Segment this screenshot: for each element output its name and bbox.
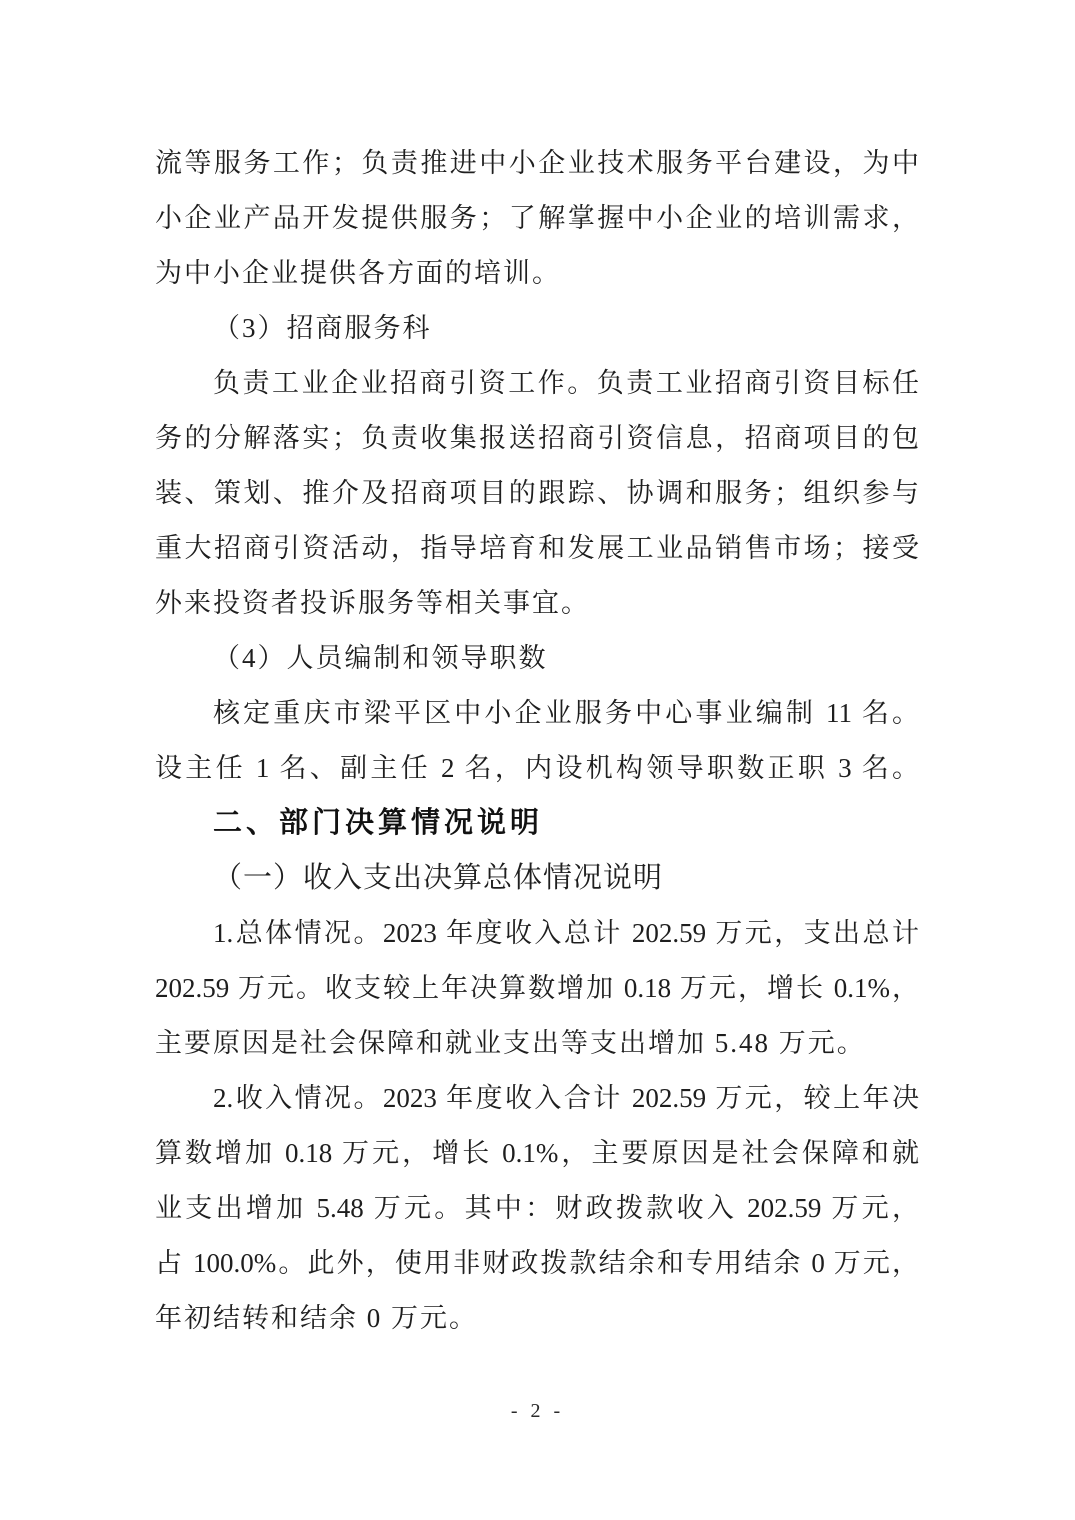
text-line: 设主任 1 名、副主任 2 名，内设机构领导职数正职 3 名。 (155, 753, 919, 783)
text-line: （3）招商服务科 (213, 313, 432, 343)
text-line: （4）人员编制和领导职数 (213, 643, 548, 673)
text-line: 流等服务工作；负责推进中小企业技术服务平台建设，为中 (155, 148, 919, 178)
text-line: 年初结转和结余 0 万元。 (155, 1303, 478, 1333)
document-body (155, 136, 919, 1346)
text-line: 核定重庆市梁平区中小企业服务中心事业编制 11 名。 (213, 698, 919, 728)
text-line: 外来投资者投诉服务等相关事宜。 (155, 588, 590, 618)
text-line: 1.总体情况。2023 年度收入总计 202.59 万元，支出总计 (213, 918, 919, 948)
page-number: - 2 - (510, 1400, 565, 1422)
text-line: 业支出增加 5.48 万元。其中：财政拨款收入 202.59 万元， (155, 1193, 919, 1223)
text-line: 占 100.0%。此外，使用非财政拨款结余和专用结余 0 万元， (155, 1248, 919, 1278)
text-line: 算数增加 0.18 万元，增长 0.1%，主要原因是社会保障和就 (155, 1138, 919, 1168)
text-line: 小企业产品开发提供服务；了解掌握中小企业的培训需求， (155, 203, 919, 233)
text-line: 为中小企业提供各方面的培训。 (155, 258, 561, 288)
section-heading-line: 二、部门决算情况说明 (213, 807, 544, 839)
text-line: 主要原因是社会保障和就业支出等支出增加 5.48 万元。 (155, 1028, 866, 1058)
text-line: 重大招商引资活动，指导培育和发展工业品销售市场；接受 (155, 533, 919, 563)
text-line: 负责工业企业招商引资工作。负责工业招商引资目标任 (213, 368, 919, 398)
text-line: 2.收入情况。2023 年度收入合计 202.59 万元，较上年决 (213, 1083, 919, 1113)
subsection-heading-line: （一）收入支出决算总体情况说明 (213, 862, 664, 894)
text-line: 务的分解落实；负责收集报送招商引资信息，招商项目的包 (155, 423, 919, 453)
text-line: 装、策划、推介及招商项目的跟踪、协调和服务；组织参与 (155, 478, 919, 508)
text-line: 202.59 万元。收支较上年决算数增加 0.18 万元，增长 0.1%， (155, 973, 919, 1003)
